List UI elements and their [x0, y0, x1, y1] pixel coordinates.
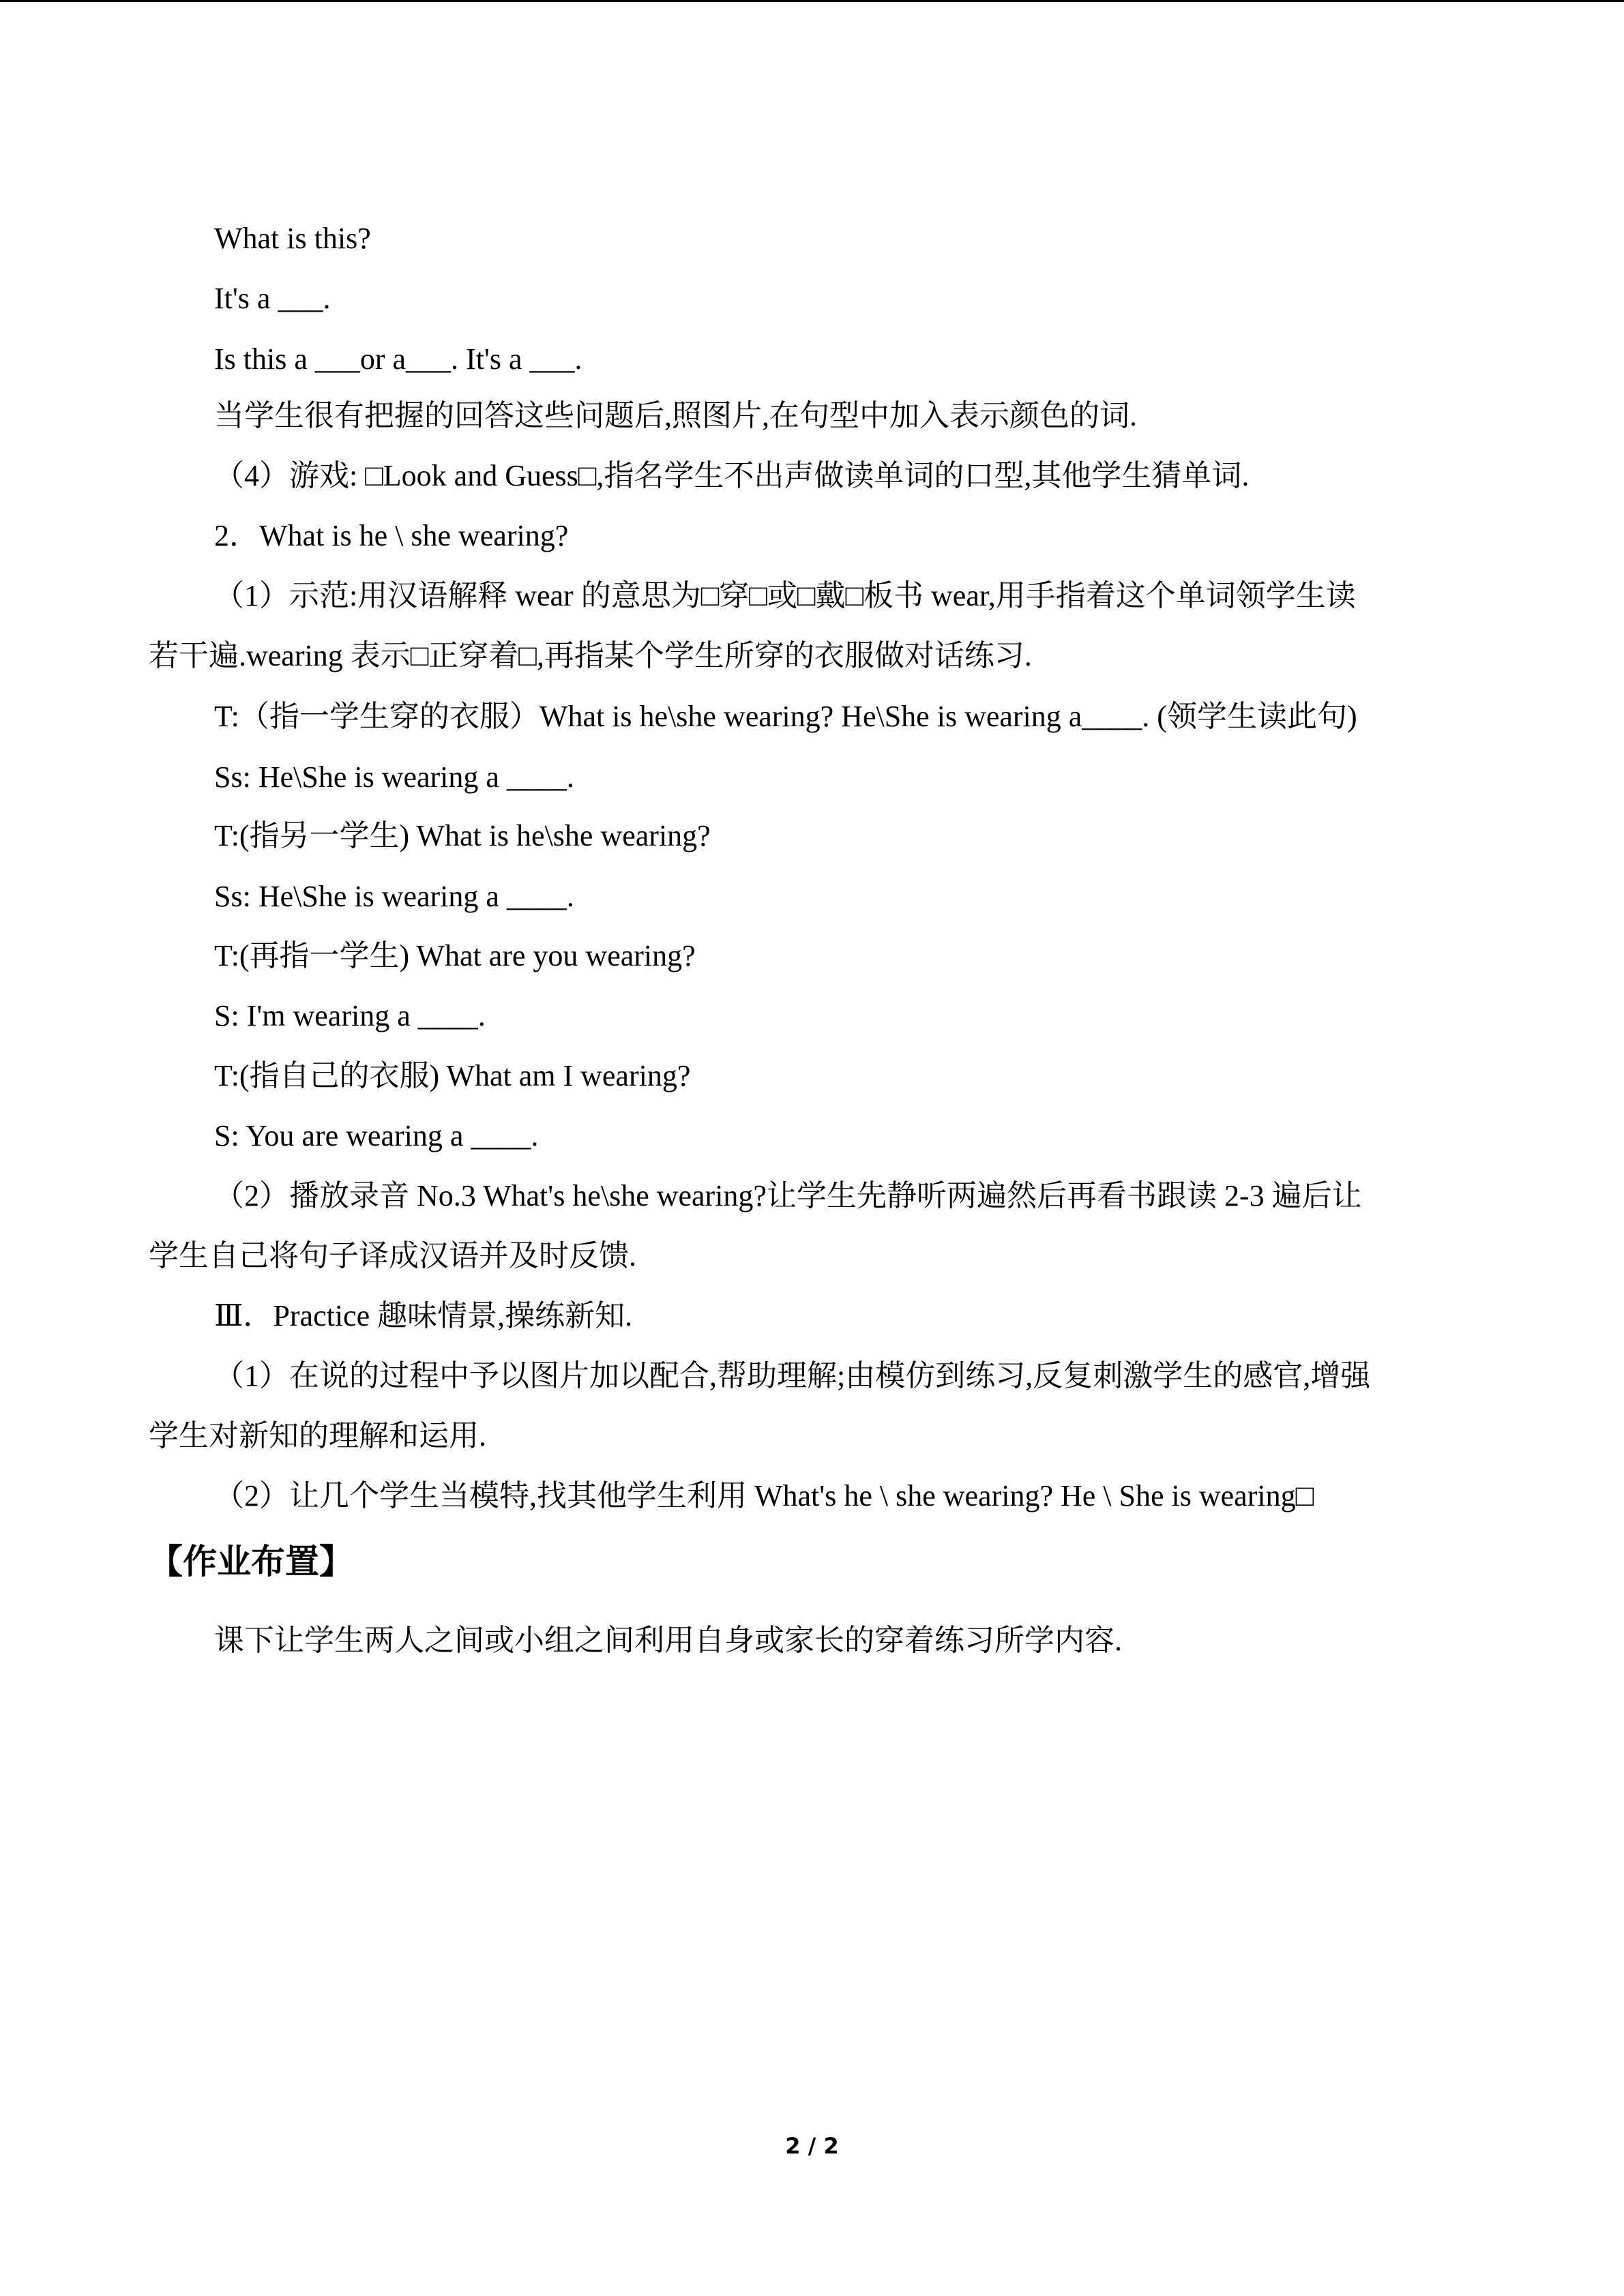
text-line: Is this a ___or a___. It's a ___.	[214, 342, 582, 376]
homework-text: 课下让学生两人之间或小组之间利用自身或家长的穿着练习所学内容.	[214, 1624, 1122, 1657]
text-line: （2）让几个学生当模特,找其他学生利用 What's he \ she wearing? He \ She is wearing□	[214, 1479, 1314, 1512]
text-line: It's a ___.	[214, 282, 331, 315]
section-item-heading: 2．What is he \ she wearing?	[214, 519, 569, 552]
text-line: （1）在说的过程中予以图片加以配合,帮助理解;由模仿到练习,反复刺激学生的感官,增强	[214, 1359, 1371, 1392]
text-line: What is this?	[214, 222, 371, 255]
text-line: T:(指另一学生) What is he\she wearing?	[214, 819, 711, 852]
text-line: T:(再指一学生) What are you wearing?	[214, 939, 696, 972]
text-line: （4）游戏: □Look and Guess□,指名学生不出声做读单词的口型,其他学生猜单词.	[214, 459, 1250, 492]
text-line: 当学生很有把握的回答这些问题后,照图片,在句型中加入表示颜色的词.	[214, 399, 1137, 432]
text-line: Ss: He\She is wearing a ____.	[214, 880, 574, 913]
page-number: 2 / 2	[785, 2133, 839, 2159]
text-line: （1）示范:用汉语解释 wear 的意思为□穿□或□戴□板书 wear,用手指着这个单词领学生读	[214, 579, 1356, 612]
text-line: T:（指一学生穿的衣服）What is he\she wearing? He\She is wearing a____. (领学生读此句)	[214, 700, 1357, 733]
section-item-heading: Ⅲ．Practice 趣味情景,操练新知.	[214, 1299, 633, 1332]
text-line: （2）播放录音 No.3 What's he\she wearing?让学生先静听两遍然后再看书跟读 2-3 遍后让	[214, 1179, 1362, 1212]
text-line-continuation: 若干遍.wearing 表示□正穿着□,再指某个学生所穿的衣服做对话练习.	[149, 639, 1032, 672]
text-line-continuation: 学生自己将句子译成汉语并及时反馈.	[149, 1239, 636, 1272]
text-line-continuation: 学生对新知的理解和运用.	[149, 1419, 486, 1452]
homework-heading: 【作业布置】	[149, 1542, 353, 1581]
text-line: S: I'm wearing a ____.	[214, 999, 486, 1032]
text-line: T:(指自己的衣服) What am I wearing?	[214, 1059, 691, 1092]
text-line: Ss: He\She is wearing a ____.	[214, 760, 574, 794]
text-line: S: You are wearing a ____.	[214, 1119, 539, 1152]
